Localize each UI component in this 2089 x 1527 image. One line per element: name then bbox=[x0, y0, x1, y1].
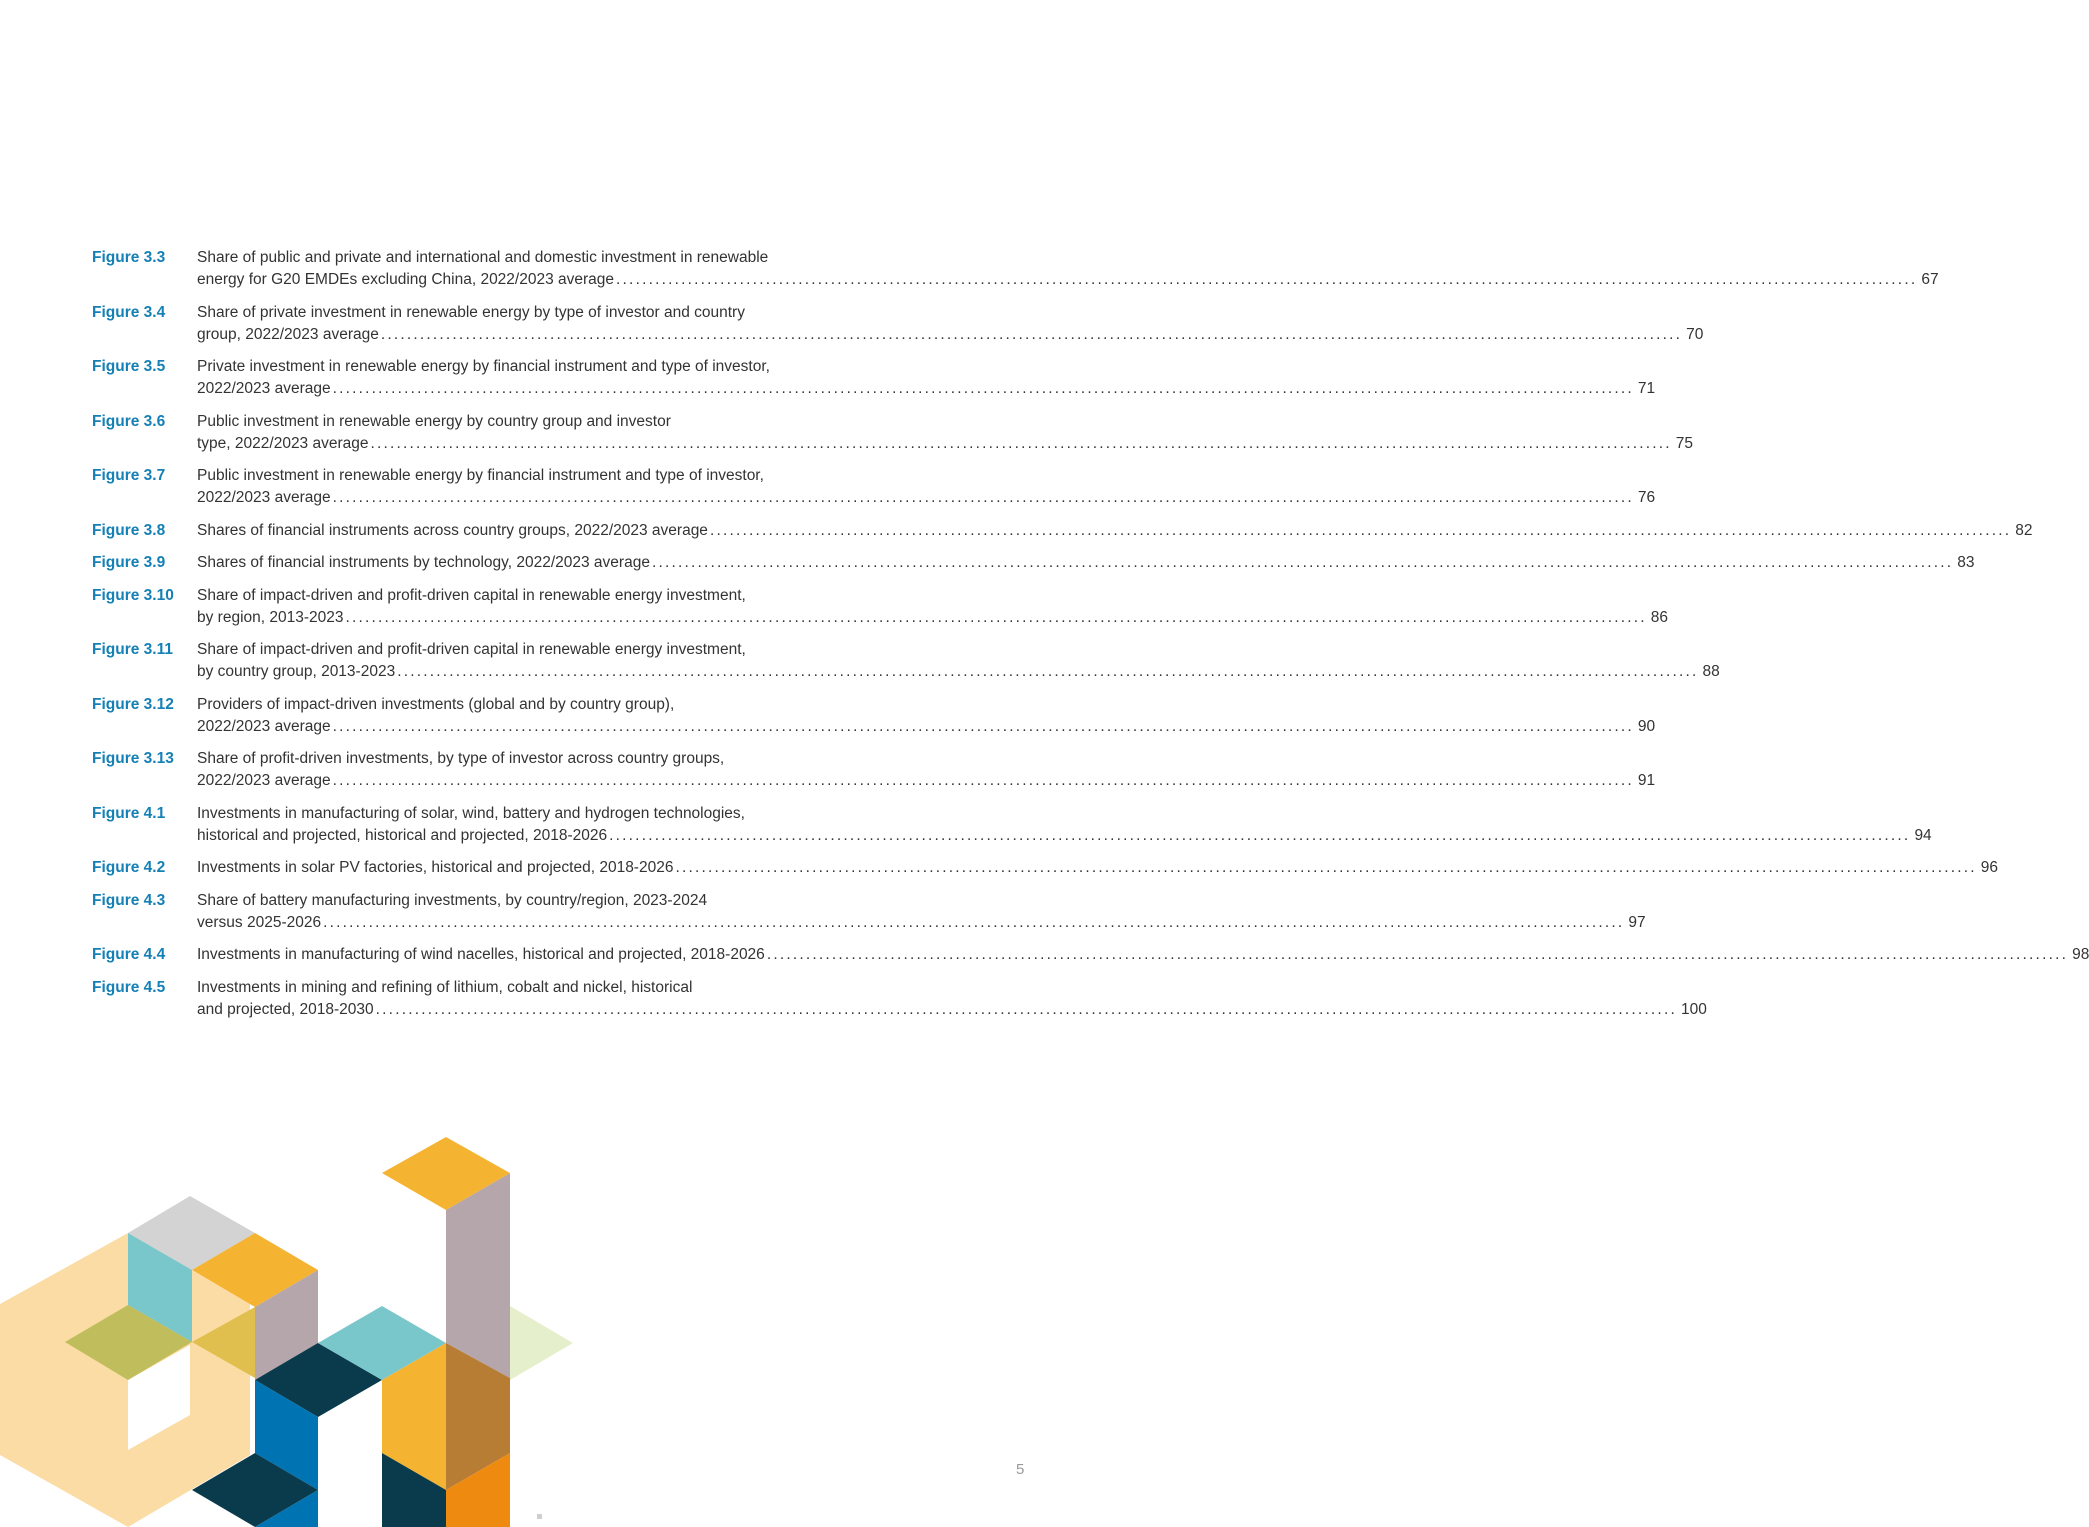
figure-title-line-2: type, 2022/2023 average bbox=[197, 434, 369, 452]
page-reference[interactable]: 75 bbox=[1675, 434, 1694, 452]
dot-leader: ........................................................................................................................................................................................................ bbox=[651, 554, 1954, 571]
toc-entry[interactable] bbox=[92, 520, 2033, 542]
figure-title-line-2: historical and projected, historical and projected, 2018-2026 bbox=[197, 826, 608, 844]
page-reference[interactable]: 71 bbox=[1637, 380, 1656, 397]
figure-label: Figure 4.1 bbox=[92, 804, 166, 822]
toc-entry[interactable] bbox=[92, 356, 1656, 400]
figure-description bbox=[197, 520, 2033, 542]
dot-leader: ........................................................................................................................................................................................................ bbox=[675, 859, 1977, 876]
page-reference[interactable]: 76 bbox=[1637, 489, 1656, 506]
page-reference[interactable]: 94 bbox=[1914, 826, 1932, 844]
figure-title-line-2: Shares of financial instruments by technology, 2022/2023 average bbox=[197, 554, 650, 571]
figure-description bbox=[197, 857, 1998, 879]
figure-description bbox=[197, 585, 1669, 629]
figure-label: Figure 3.10 bbox=[92, 586, 174, 604]
page-reference[interactable]: 100 bbox=[1680, 1000, 1707, 1018]
figure-title-line-2: Investments in solar PV factories, historical and projected, 2018-2026 bbox=[197, 859, 674, 876]
dot-leader: ........................................................................................................................................................................................................ bbox=[332, 489, 1634, 506]
toc-entry[interactable] bbox=[92, 465, 1656, 509]
figure-label: Figure 3.9 bbox=[92, 554, 166, 571]
figure-description bbox=[197, 302, 1704, 346]
dot-leader: ........................................................................................................................................................................................................ bbox=[375, 1000, 1677, 1018]
figure-title-line-2: energy for G20 EMDEs excluding China, 2022/2023 average bbox=[197, 271, 615, 288]
figure-title-line-2: 2022/2023 average bbox=[197, 380, 331, 397]
page-reference[interactable]: 98 bbox=[2072, 946, 2089, 963]
figure-title-line-2: Shares of financial instruments across country groups, 2022/2023 average bbox=[197, 521, 708, 539]
figure-title-line-1: Providers of impact-driven investments (global and by country group), bbox=[197, 695, 675, 713]
toc-entry[interactable] bbox=[92, 748, 1656, 792]
figure-label: Figure 3.12 bbox=[92, 695, 174, 713]
dot-leader: ........................................................................................................................................................................................................ bbox=[616, 271, 1918, 288]
figure-label: Figure 3.8 bbox=[92, 521, 166, 539]
page-reference[interactable]: 83 bbox=[1957, 554, 1975, 571]
dot-leader: ........................................................................................................................................................................................................ bbox=[380, 325, 1683, 343]
dot-leader: ........................................................................................................................................................................................................ bbox=[766, 946, 2069, 963]
toc-entry[interactable] bbox=[92, 411, 1694, 455]
toc-entry[interactable] bbox=[92, 890, 1646, 934]
dot-leader: ........................................................................................................................................................................................................ bbox=[323, 913, 1625, 931]
toc-entry[interactable] bbox=[92, 857, 1998, 879]
figure-title-line-2: Investments in manufacturing of wind nacelles, historical and projected, 2018-2026 bbox=[197, 946, 765, 963]
figure-label: Figure 4.4 bbox=[92, 946, 166, 963]
toc-entry[interactable] bbox=[92, 552, 1975, 574]
toc-entry[interactable] bbox=[92, 639, 1720, 683]
figure-title-line-1: Share of impact-driven and profit-driven capital in renewable energy investment, bbox=[197, 641, 746, 658]
figure-label: Figure 3.11 bbox=[92, 641, 173, 658]
deco-pale-green bbox=[510, 1306, 573, 1380]
table-of-figures bbox=[92, 247, 2089, 1031]
page-reference[interactable]: 88 bbox=[1702, 663, 1720, 680]
figure-title-line-1: Investments in manufacturing of solar, wind, battery and hydrogen technologies, bbox=[197, 804, 745, 822]
figure-description bbox=[197, 552, 1975, 574]
page-reference[interactable]: 82 bbox=[2015, 521, 2033, 539]
small-grey-mark bbox=[537, 1514, 542, 1519]
figure-title-line-2: 2022/2023 average bbox=[197, 717, 331, 735]
figure-description bbox=[197, 247, 1939, 291]
dot-leader: ........................................................................................................................................................................................................ bbox=[332, 717, 1634, 735]
figure-description bbox=[197, 639, 1720, 683]
page-reference[interactable]: 90 bbox=[1637, 717, 1656, 735]
figure-title-line-2: and projected, 2018-2030 bbox=[197, 1000, 374, 1018]
figure-label: Figure 3.7 bbox=[92, 467, 166, 484]
figure-title-line-1: Share of impact-driven and profit-driven capital in renewable energy investment, bbox=[197, 586, 746, 604]
dot-leader: ........................................................................................................................................................................................................ bbox=[332, 380, 1634, 397]
figure-label: Figure 3.6 bbox=[92, 412, 166, 430]
page-reference[interactable]: 67 bbox=[1921, 271, 1939, 288]
toc-entry[interactable] bbox=[92, 944, 2089, 966]
figure-title-line-1: Public investment in renewable energy by country group and investor bbox=[197, 412, 671, 430]
figure-description bbox=[197, 977, 1707, 1021]
figure-label: Figure 4.3 bbox=[92, 891, 166, 909]
figure-description bbox=[197, 944, 2089, 966]
figure-title-line-2: 2022/2023 average bbox=[197, 772, 331, 789]
page-reference[interactable]: 86 bbox=[1650, 608, 1669, 626]
figure-title-line-1: Public investment in renewable energy by financial instrument and type of investor, bbox=[197, 467, 764, 484]
page-reference[interactable]: 91 bbox=[1637, 772, 1656, 789]
figure-description bbox=[197, 748, 1656, 792]
toc-entry[interactable] bbox=[92, 803, 1932, 847]
page-number: 5 bbox=[1016, 1461, 1025, 1478]
figure-title-line-1: Share of public and private and international and domestic investment in renewable bbox=[197, 249, 769, 266]
figure-label: Figure 3.3 bbox=[92, 249, 166, 266]
dot-leader: ........................................................................................................................................................................................................ bbox=[345, 608, 1647, 626]
figure-description bbox=[197, 411, 1694, 455]
dot-leader: ........................................................................................................................................................................................................ bbox=[397, 663, 1699, 680]
figure-description bbox=[197, 465, 1656, 509]
page-reference[interactable]: 97 bbox=[1628, 913, 1646, 931]
figure-label: Figure 3.4 bbox=[92, 303, 166, 321]
toc-entry[interactable] bbox=[92, 977, 1707, 1021]
figure-title-line-1: Share of private investment in renewable energy by type of investor and country bbox=[197, 303, 745, 321]
figure-description bbox=[197, 694, 1656, 738]
dot-leader: ........................................................................................................................................................................................................ bbox=[709, 521, 2012, 539]
dot-leader: ........................................................................................................................................................................................................ bbox=[609, 826, 1911, 844]
figure-description bbox=[197, 803, 1932, 847]
toc-entry[interactable] bbox=[92, 694, 1656, 738]
dot-leader: ........................................................................................................................................................................................................ bbox=[332, 772, 1634, 789]
figure-label: Figure 3.13 bbox=[92, 750, 174, 767]
figure-label: Figure 3.5 bbox=[92, 358, 166, 375]
figure-title-line-2: 2022/2023 average bbox=[197, 489, 331, 506]
figure-title-line-2: versus 2025-2026 bbox=[197, 913, 322, 931]
figure-title-line-1: Investments in mining and refining of lithium, cobalt and nickel, historical bbox=[197, 978, 693, 996]
figure-title-line-2: group, 2022/2023 average bbox=[197, 325, 379, 343]
figure-title-line-2: by region, 2013-2023 bbox=[197, 608, 344, 626]
figure-description bbox=[197, 890, 1646, 934]
dot-leader: ........................................................................................................................................................................................................ bbox=[370, 434, 1672, 452]
figure-title-line-1: Share of battery manufacturing investments, by country/region, 2023-2024 bbox=[197, 891, 708, 909]
figure-label: Figure 4.2 bbox=[92, 859, 166, 876]
figure-label: Figure 4.5 bbox=[92, 978, 166, 996]
page-reference[interactable]: 96 bbox=[1980, 859, 1998, 876]
figure-title-line-1: Private investment in renewable energy by financial instrument and type of investor, bbox=[197, 358, 770, 375]
figure-title-line-1: Share of profit-driven investments, by type of investor across country groups, bbox=[197, 750, 725, 767]
toc-entry[interactable] bbox=[92, 247, 1939, 291]
figure-description bbox=[197, 356, 1656, 400]
toc-entry[interactable] bbox=[92, 302, 1704, 346]
figure-title-line-2: by country group, 2013-2023 bbox=[197, 663, 396, 680]
toc-entry[interactable] bbox=[92, 585, 1669, 629]
decorative-cube-graphic bbox=[0, 1130, 580, 1527]
page-reference[interactable]: 70 bbox=[1686, 325, 1704, 343]
